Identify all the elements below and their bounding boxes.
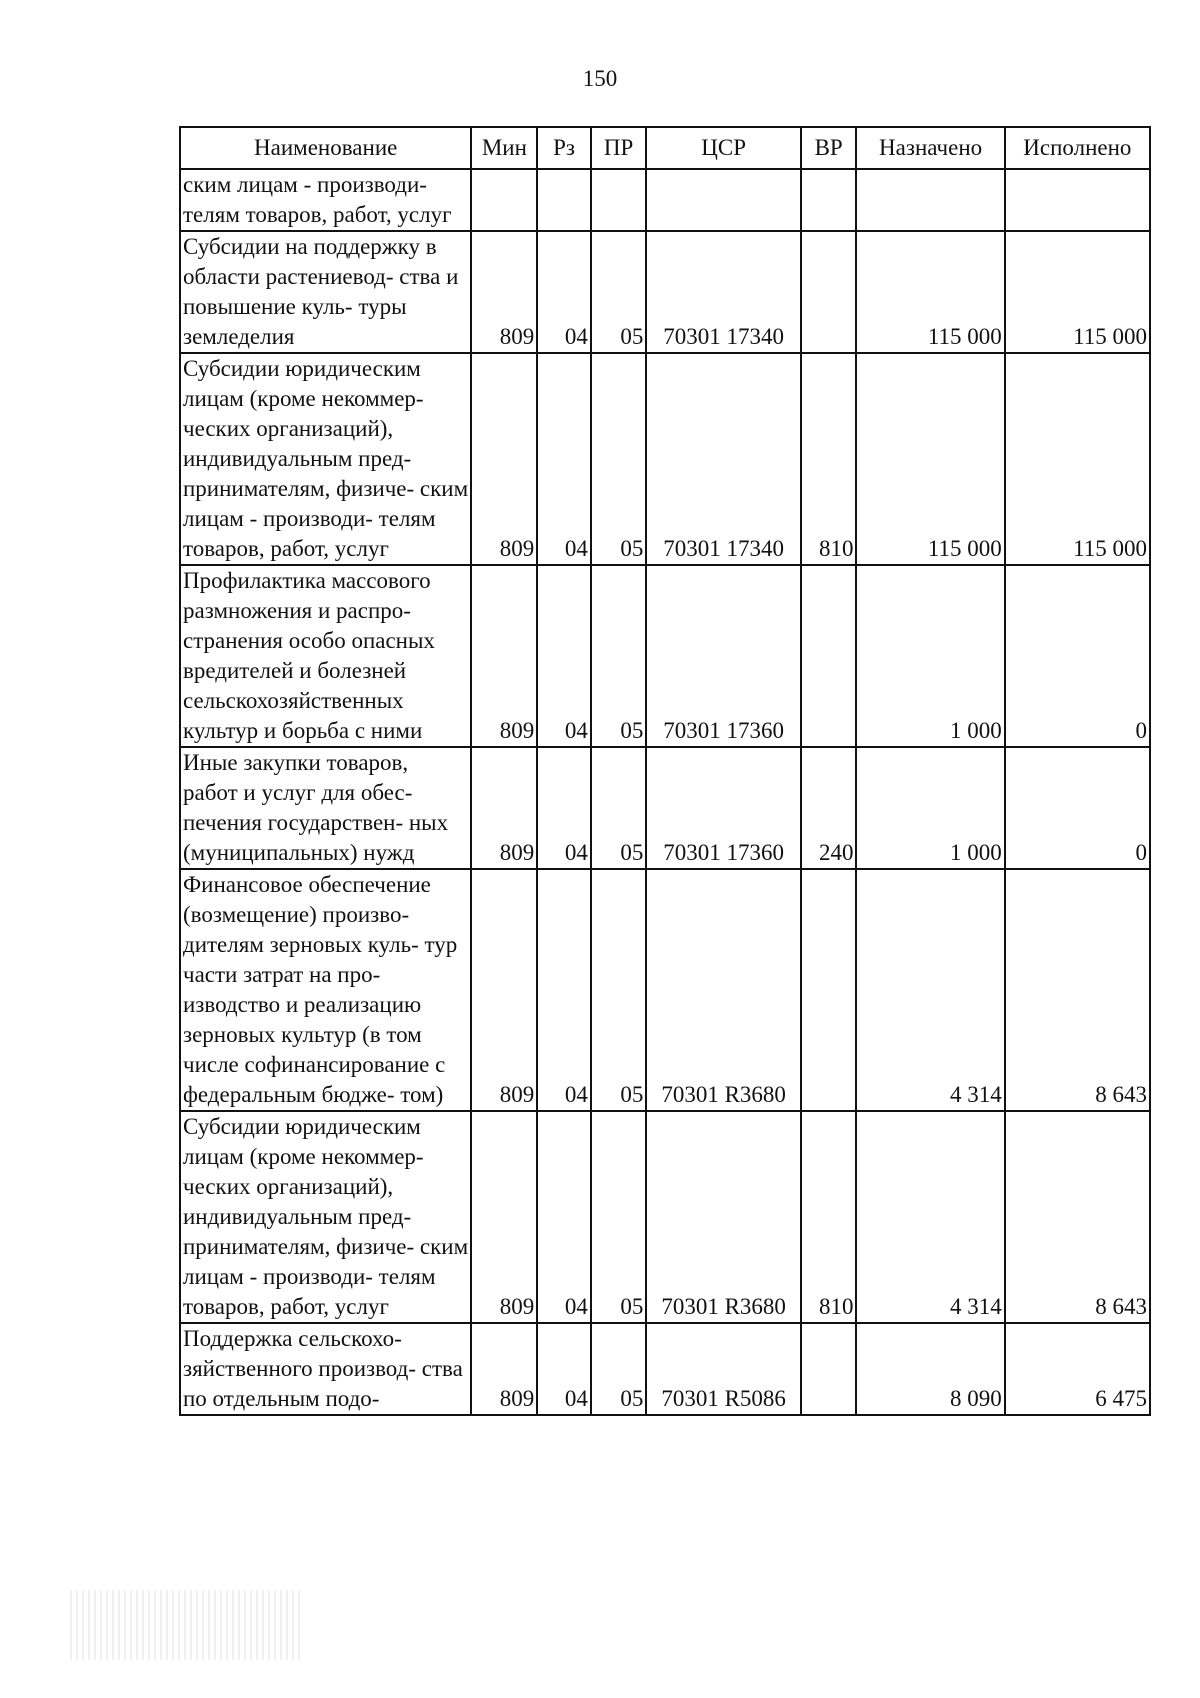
scan-artifact (70, 1590, 300, 1660)
page-number: 150 (582, 66, 618, 91)
row-pr: 05 (591, 747, 647, 869)
row-csr: 70301 R5086 (646, 1323, 800, 1415)
row-name: ским лицам - производи- телям товаров, работ, услуг (180, 169, 471, 231)
row-rz: 04 (537, 1111, 591, 1323)
row-assigned: 4 314 (856, 1111, 1004, 1323)
header-rz: Рз (537, 127, 591, 169)
row-min: 809 (471, 353, 537, 565)
table-row (180, 1111, 1150, 1323)
row-name: Субсидии юридическим лицам (кроме некоммер- ческих организаций), индивидуальным пред- принимателям, физиче- ским лицам - производи- телям товаров, работ, услуг (180, 1111, 471, 1323)
row-assigned (856, 169, 1004, 231)
row-executed: 8 643 (1005, 1111, 1150, 1323)
row-csr: 70301 17340 (646, 353, 800, 565)
row-vr (801, 869, 857, 1111)
row-min: 809 (471, 1323, 537, 1415)
header-min: Мин (471, 127, 537, 169)
table-row (180, 869, 1150, 1111)
row-min (471, 169, 537, 231)
row-csr: 70301 17360 (646, 565, 800, 747)
row-assigned: 1 000 (856, 565, 1004, 747)
row-vr (801, 231, 857, 353)
header-executed: Исполнено (1005, 127, 1150, 169)
row-name: Финансовое обеспечение (возмещение) произво- дителям зерновых куль- тур части затрат на про- изводство и реализацию зерновых культур (в том числе софинансирование с федеральным бюдже- том) (180, 869, 471, 1111)
row-rz: 04 (537, 869, 591, 1111)
row-assigned: 115 000 (856, 353, 1004, 565)
header-row (180, 127, 1150, 169)
row-rz: 04 (537, 565, 591, 747)
row-vr: 240 (801, 747, 857, 869)
row-csr: 70301 R3680 (646, 1111, 800, 1323)
row-assigned: 4 314 (856, 869, 1004, 1111)
row-min: 809 (471, 747, 537, 869)
row-vr (801, 1323, 857, 1415)
row-csr: 70301 17340 (646, 231, 800, 353)
table-row (180, 1323, 1150, 1415)
row-executed (1005, 169, 1150, 231)
header-csr: ЦСР (646, 127, 800, 169)
row-min: 809 (471, 869, 537, 1111)
table-row (180, 565, 1150, 747)
row-vr: 810 (801, 1111, 857, 1323)
row-assigned: 1 000 (856, 747, 1004, 869)
row-assigned: 115 000 (856, 231, 1004, 353)
table-row (180, 747, 1150, 869)
table-row (180, 231, 1150, 353)
row-rz: 04 (537, 1323, 591, 1415)
row-executed: 115 000 (1005, 353, 1150, 565)
table-row (180, 169, 1150, 231)
row-vr (801, 565, 857, 747)
row-assigned: 8 090 (856, 1323, 1004, 1415)
row-rz: 04 (537, 231, 591, 353)
row-executed: 6 475 (1005, 1323, 1150, 1415)
header-pr: ПР (591, 127, 647, 169)
row-rz (537, 169, 591, 231)
row-pr (591, 169, 647, 231)
header-vr: ВР (801, 127, 857, 169)
row-pr: 05 (591, 231, 647, 353)
row-executed: 0 (1005, 565, 1150, 747)
row-csr (646, 169, 800, 231)
row-csr: 70301 17360 (646, 747, 800, 869)
header-name: Наименование (180, 127, 471, 169)
row-vr (801, 169, 857, 231)
header-assigned: Назначено (856, 127, 1004, 169)
row-name: Профилактика массового размножения и распро- странения особо опасных вредителей и болезней сельскохозяйственных культур и борьба с ними (180, 565, 471, 747)
row-name: Субсидии на поддержку в области растениевод- ства и повышение куль- туры земледелия (180, 231, 471, 353)
table-row (180, 353, 1150, 565)
row-executed: 115 000 (1005, 231, 1150, 353)
row-name: Субсидии юридическим лицам (кроме некоммер- ческих организаций), индивидуальным пред- принимателям, физиче- ским лицам - производи- телям товаров, работ, услуг (180, 353, 471, 565)
row-pr: 05 (591, 565, 647, 747)
row-min: 809 (471, 231, 537, 353)
row-vr: 810 (801, 353, 857, 565)
row-pr: 05 (591, 1323, 647, 1415)
row-pr: 05 (591, 1111, 647, 1323)
row-min: 809 (471, 1111, 537, 1323)
row-min: 809 (471, 565, 537, 747)
row-csr: 70301 R3680 (646, 869, 800, 1111)
row-executed: 0 (1005, 747, 1150, 869)
row-pr: 05 (591, 353, 647, 565)
row-rz: 04 (537, 747, 591, 869)
row-pr: 05 (591, 869, 647, 1111)
row-rz: 04 (537, 353, 591, 565)
row-executed: 8 643 (1005, 869, 1150, 1111)
budget-table (179, 126, 1151, 1416)
row-name: Поддержка сельскохо- зяйственного производ- ства по отдельным подо- (180, 1323, 471, 1415)
row-name: Иные закупки товаров, работ и услуг для обес- печения государствен- ных (муниципальных) нужд (180, 747, 471, 869)
